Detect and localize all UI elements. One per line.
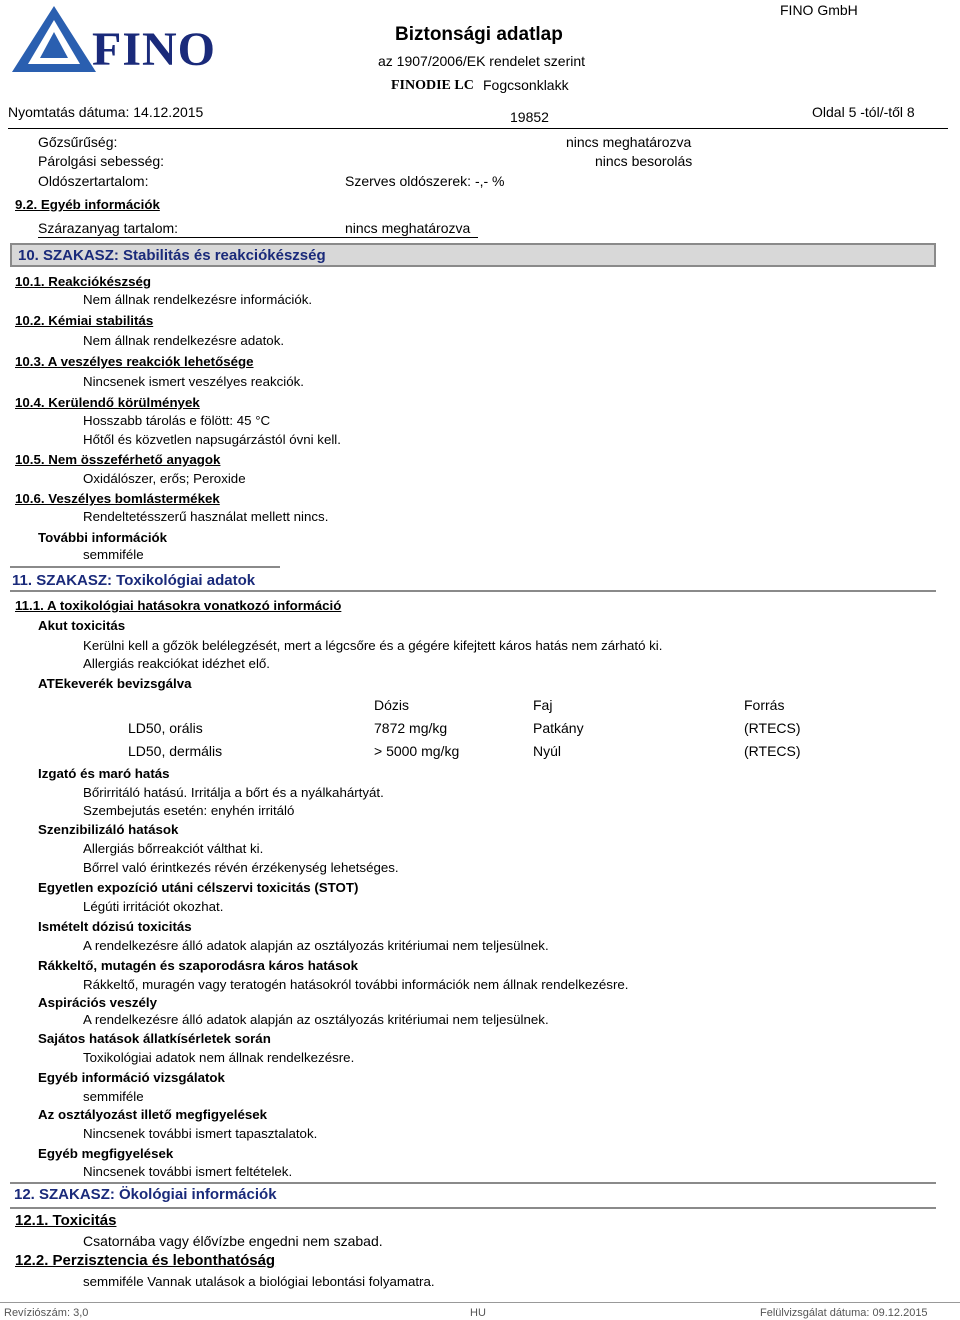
classification-obs-text: Nincsenek további ismert tapasztalatok.: [83, 1126, 318, 1141]
other-tests-text: semmiféle: [83, 1089, 144, 1104]
further-info-heading: További információk: [38, 530, 168, 545]
section-12-rule-bottom: [10, 1207, 936, 1209]
heading-11-1: 11.1. A toxikológiai hatásokra vonatkozó információ: [15, 598, 342, 613]
footer-divider: [0, 1302, 960, 1303]
acute-text-2: Allergiás reakciókat idézhet elő.: [83, 656, 270, 671]
print-date: Nyomtatás dátuma: 14.12.2015: [8, 104, 204, 120]
irritation-text-2: Szembejutás esetén: enyhén irritáló: [83, 803, 295, 818]
classification-obs-heading: Az osztályozást illető megfigyelések: [38, 1107, 268, 1122]
section-11-rule: [10, 590, 936, 592]
review-date: Felülvizsgálat dátuma: 09.12.2015: [760, 1307, 928, 1319]
row-source: (RTECS): [744, 743, 801, 759]
evap-rate-value: nincs besorolás: [595, 153, 693, 169]
solvent-label: Oldószertartalom:: [38, 173, 149, 189]
heading-12-2: 12.2. Perzisztencia és lebonthatóság: [15, 1252, 276, 1269]
section-10-title: 10. SZAKASZ: Stabilitás és reakciókészség: [18, 247, 326, 264]
text-10-1: Nem állnak rendelkezésre információk.: [83, 292, 313, 307]
text-10-5: Oxidálószer, erős; Peroxide: [83, 471, 246, 486]
row-species: Patkány: [533, 720, 584, 736]
stot-heading: Egyetlen expozíció utáni célszervi toxicitás (STOT): [38, 880, 359, 895]
row-dose: > 5000 mg/kg: [374, 743, 460, 759]
solids-underline: [38, 237, 478, 238]
product-name: Fogcsonklakk: [483, 77, 569, 93]
heading-10-1: 10.1. Reakciókészség: [15, 274, 152, 289]
acute-heading: Akut toxicitás: [38, 618, 126, 633]
text-10-6: Rendeltetésszerű használat mellett nincs.: [83, 509, 329, 524]
text-10-3: Nincsenek ismert veszélyes reakciók.: [83, 374, 304, 389]
section-12-title: 12. SZAKASZ: Ökológiai információk: [14, 1186, 277, 1203]
cmr-text: Rákkeltő, muragén vagy teratogén hatásokról további információk nem állnak rendelkezésre.: [83, 977, 629, 992]
logo-text: FINO: [92, 23, 216, 76]
vapor-density-label: Gőzsűrűség:: [38, 134, 118, 150]
col-header-dose: Dózis: [374, 697, 410, 713]
other-obs-text: Nincsenek további ismert feltételek.: [83, 1164, 293, 1179]
sensitization-text-1: Allergiás bőrreakciót válthat ki.: [83, 841, 264, 856]
product-number: 19852: [510, 109, 549, 125]
heading-12-1: 12.1. Toxicitás: [15, 1212, 117, 1229]
heading-10-6: 10.6. Veszélyes bomlástermékek: [15, 491, 220, 506]
text-10-2: Nem állnak rendelkezésre adatok.: [83, 333, 285, 348]
text-10-4b: Hőtől és közvetlen napsugárzástól óvni kell.: [83, 432, 341, 447]
solids-label: Szárazanyag tartalom:: [38, 220, 179, 236]
sensitization-heading: Szenzibilizáló hatások: [38, 822, 179, 837]
row-route: LD50, orális: [128, 720, 203, 736]
vapor-density-value: nincs meghatározva: [566, 134, 692, 150]
solids-value: nincs meghatározva: [345, 220, 471, 236]
section-10-header: [10, 243, 936, 267]
language-code: HU: [470, 1307, 486, 1319]
acute-text-1: Kerülni kell a gőzök belélegzését, mert a légcsőre és a gégére kifejtett káros hatás nem zárható ki.: [83, 638, 663, 653]
heading-10-5: 10.5. Nem összeférhető anyagok: [15, 452, 221, 467]
section-12-rule-top: [10, 1182, 936, 1184]
aspiration-heading: Aspirációs veszély: [38, 995, 158, 1010]
row-dose: 7872 mg/kg: [374, 720, 448, 736]
section-11-title: 11. SZAKASZ: Toxikológiai adatok: [12, 572, 256, 589]
heading-10-3: 10.3. A veszélyes reakciók lehetősége: [15, 354, 254, 369]
further-info-text: semmiféle: [83, 547, 144, 562]
repeated-dose-heading: Ismételt dózisú toxicitás: [38, 919, 192, 934]
solvent-value: Szerves oldószerek: -,- %: [345, 173, 505, 189]
text-10-4a: Hosszabb tárolás e fölött: 45 °C: [83, 413, 271, 428]
other-obs-heading: Egyéb megfigyelések: [38, 1146, 174, 1161]
sensitization-text-2: Bőrrel való érintkezés révén érzékenység lehetséges.: [83, 860, 399, 875]
other-tests-heading: Egyéb információ vizsgálatok: [38, 1070, 225, 1085]
col-header-species: Faj: [533, 697, 553, 713]
regulation-note: az 1907/2006/EK rendelet szerint: [378, 53, 586, 69]
irritation-text-1: Bőrirritáló hatású. Irritálja a bőrt és a nyálkahártyát.: [83, 785, 384, 800]
section-11-header: [10, 566, 280, 590]
irritation-heading: Izgató és maró hatás: [38, 766, 170, 781]
company-name: FINO GmbH: [780, 2, 858, 18]
row-species: Nyúl: [533, 743, 562, 759]
animal-test-heading: Sajátos hatások állatkísérletek során: [38, 1031, 271, 1046]
revision-number: Revíziószám: 3,0: [4, 1307, 89, 1319]
heading-10-4: 10.4. Kerülendő körülmények: [15, 395, 200, 410]
text-12-2: semmiféle Vannak utalások a biológiai lebontási folyamatra.: [83, 1274, 435, 1289]
animal-test-text: Toxikológiai adatok nem állnak rendelkezésre.: [83, 1050, 355, 1065]
other-info-heading: 9.2. Egyéb információk: [15, 197, 160, 212]
cmr-heading: Rákkeltő, mutagén és szaporodásra káros hatások: [38, 958, 358, 973]
header-divider: [8, 128, 948, 129]
heading-10-2: 10.2. Kémiai stabilitás: [15, 313, 154, 328]
text-12-1: Csatornába vagy élővízbe engedni nem szabad.: [83, 1233, 383, 1249]
stot-text: Légúti irritációt okozhat.: [83, 899, 224, 914]
row-route: LD50, dermális: [128, 743, 223, 759]
aspiration-text: A rendelkezésre álló adatok alapján az osztályozás kritériumai nem teljesülnek.: [83, 1012, 549, 1027]
evap-rate-label: Párolgási sebesség:: [38, 153, 165, 169]
repeated-dose-text: A rendelkezésre álló adatok alapján az osztályozás kritériumai nem teljesülnek.: [83, 938, 549, 953]
ate-heading: ATEkeverék bevizsgálva: [38, 676, 192, 691]
col-header-source: Forrás: [744, 697, 785, 713]
document-title: Biztonsági adatlap: [395, 24, 563, 45]
row-source: (RTECS): [744, 720, 801, 736]
product-brand: FINODIE LC: [391, 78, 474, 93]
page-number: Oldal 5 -tól/-től 8: [812, 104, 915, 120]
